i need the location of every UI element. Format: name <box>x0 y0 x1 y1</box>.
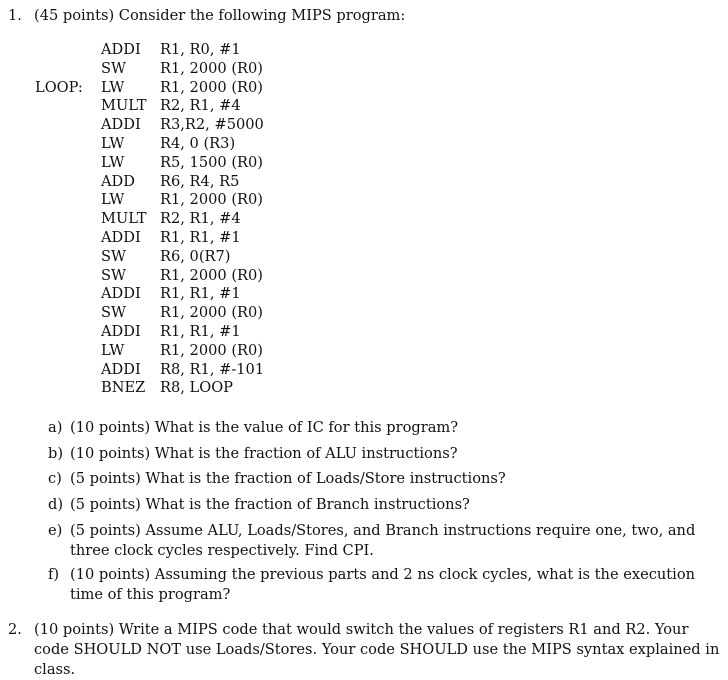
line-operands: R8, R1, #-101 <box>160 360 265 378</box>
question-1-number: 1. <box>8 7 22 24</box>
line-opcode: ADDI <box>101 41 141 58</box>
sub-question <box>48 418 720 438</box>
sub-question-text: (10 points) Assuming the previous parts and 2 ns clock cycles, what is the execution time of this program? <box>70 566 696 603</box>
sub-question-letter: c) <box>48 470 62 487</box>
line-operands: R1, 2000 (R0) <box>160 191 263 209</box>
line-opcode: SW <box>101 247 126 265</box>
line-operands: R2, R1, #4 <box>160 97 241 115</box>
sub-question <box>48 495 720 515</box>
line-opcode: LW <box>101 78 125 96</box>
sub-question-text: (5 points) What is the fraction of Loads/Store instructions? <box>70 470 506 487</box>
line-operands: R6, R4, R5 <box>160 172 240 190</box>
sub-question-letter: a) <box>48 419 63 436</box>
question-2-text: (10 points) Write a MIPS code that would switch the values of registers R1 and R2. Your code SHOULD NOT use Loads/Stores. Your code SHOULD use the MIPS syntax explained in class. <box>34 621 720 678</box>
line-operands: R8, LOOP <box>160 379 233 397</box>
line-opcode: ADDI <box>101 323 141 340</box>
line-opcode: SW <box>101 266 126 284</box>
line-operands: R1, 2000 (R0) <box>160 304 263 322</box>
line-opcode: LW <box>101 135 125 152</box>
question-2-number: 2. <box>8 621 22 638</box>
line-opcode: LW <box>101 341 125 359</box>
line-operands: R1, 2000 (R0) <box>160 341 263 359</box>
line-operands: R5, 1500 (R0) <box>160 153 263 171</box>
sub-question <box>48 444 720 464</box>
question-2 <box>8 620 722 680</box>
line-operands: R6, 0(R7) <box>160 247 231 265</box>
line-opcode: ADDI <box>101 229 141 246</box>
sub-question-text: (10 points) What is the value of IC for this program? <box>70 419 459 436</box>
line-opcode: BNEZ <box>101 379 146 397</box>
question-1-heading <box>8 6 405 26</box>
line-operands: R2, R1, #4 <box>160 210 241 228</box>
line-label: LOOP: <box>35 78 83 96</box>
line-opcode: SW <box>101 304 126 322</box>
line-operands: R1, R1, #1 <box>160 323 241 340</box>
line-operands: R1, R1, #1 <box>160 229 241 246</box>
line-operands: R4, 0 (R3) <box>160 135 236 152</box>
line-opcode: MULT <box>101 210 147 228</box>
sub-question-letter: b) <box>48 445 64 462</box>
sub-question-letter: f) <box>48 566 60 583</box>
line-operands: R1, 2000 (R0) <box>160 59 263 77</box>
sub-question-letter: e) <box>48 522 63 539</box>
sub-question-text: (5 points) What is the fraction of Branch instructions? <box>70 496 470 513</box>
question-1-title: (45 points) Consider the following MIPS program: <box>34 7 406 24</box>
line-operands: R3,R2, #5000 <box>160 116 264 134</box>
line-opcode: ADDI <box>101 360 141 378</box>
line-opcode: SW <box>101 59 126 77</box>
sub-question <box>48 469 720 489</box>
sub-question-letter: d) <box>48 496 64 513</box>
line-operands: R1, 2000 (R0) <box>160 78 263 96</box>
sub-question-text: (10 points) What is the fraction of ALU instructions? <box>70 445 458 462</box>
line-opcode: ADDI <box>101 116 141 134</box>
line-operands: R1, 2000 (R0) <box>160 266 263 284</box>
line-opcode: MULT <box>101 97 147 115</box>
line-operands: R1, R1, #1 <box>160 285 241 303</box>
line-opcode: LW <box>101 191 125 209</box>
sub-question <box>48 521 720 561</box>
sub-question <box>48 565 720 605</box>
line-opcode: ADD <box>101 172 135 190</box>
line-operands: R1, R0, #1 <box>160 41 241 58</box>
line-opcode: ADDI <box>101 285 141 303</box>
line-opcode: LW <box>101 153 125 171</box>
sub-question-text: (5 points) Assume ALU, Loads/Stores, and Branch instructions require one, two, and three clock cycles respectively. Find CPI. <box>70 522 696 559</box>
